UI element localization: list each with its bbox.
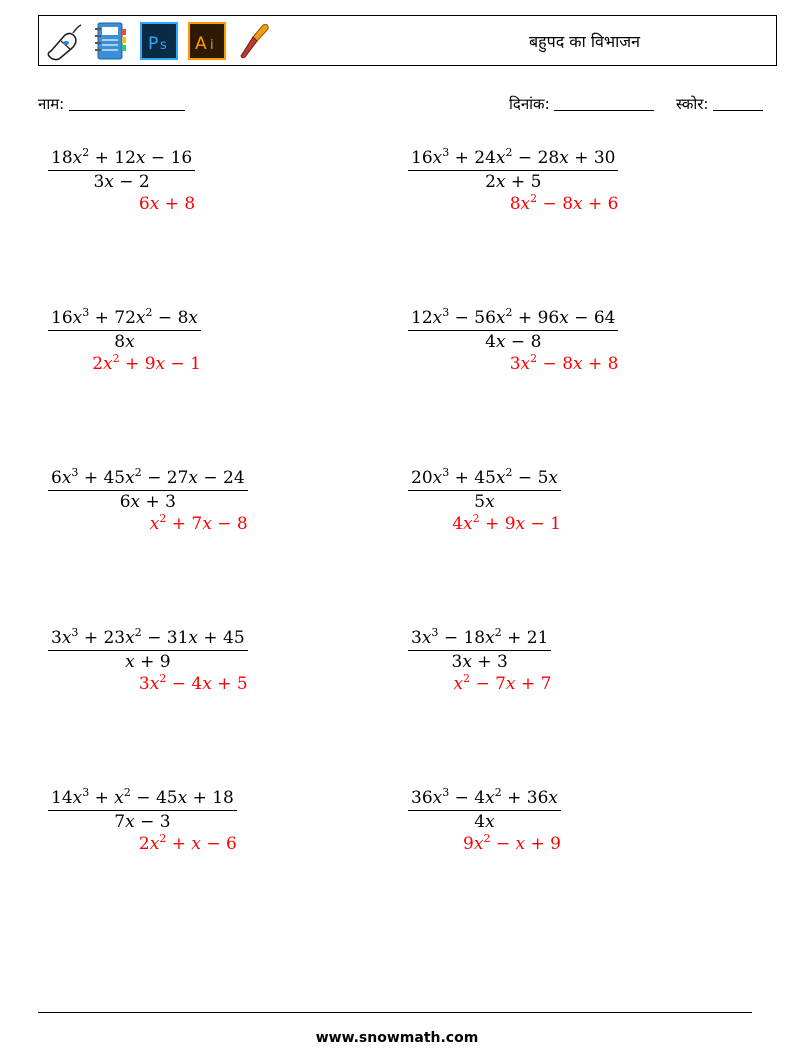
denominator: 8x <box>114 332 135 352</box>
score-field <box>676 94 763 114</box>
numerator: $3x^3 + 23x^2 - 31x + 45$ <box>48 628 248 651</box>
numerator: $3x^3 - 18x^2 + 21$ <box>408 628 551 651</box>
name-field <box>38 94 185 114</box>
answer: $9x^2 - x + 9$ <box>463 832 561 854</box>
answer: $x^2 + 7x - 8$ <box>149 512 248 534</box>
numerator: $12x^3 - 56x^2 + 96x - 64$ <box>408 308 618 331</box>
denominator: x + 9 <box>125 652 171 672</box>
denominator: 4x − 8 <box>485 332 542 352</box>
date-field <box>509 94 654 114</box>
numerator: $16x^3 + 24x^2 - 28x + 30$ <box>408 148 618 171</box>
svg-text:s: s <box>160 38 167 53</box>
problem <box>48 788 237 854</box>
denominator: 3x + 3 <box>451 652 508 672</box>
svg-text:A: A <box>195 34 207 54</box>
numerator: $36x^3 - 4x^2 + 36x$ <box>408 788 561 811</box>
answer: 6x + 8 <box>138 194 196 214</box>
name-blank <box>69 110 185 111</box>
problem <box>48 308 201 374</box>
denominator: 2x + 5 <box>485 172 542 192</box>
denominator: 5x <box>474 492 495 512</box>
problem <box>408 468 561 534</box>
answer: $3x^2 - 4x + 5$ <box>138 672 248 694</box>
photoshop-icon <box>139 21 179 61</box>
name-label: नाम: <box>38 95 65 113</box>
answer: $2x^2 + 9x - 1$ <box>92 352 201 374</box>
numerator: $16x^3 + 72x^2 - 8x$ <box>48 308 201 331</box>
answer: $2x^2 + x - 6$ <box>138 832 237 854</box>
problem <box>48 468 248 534</box>
icon-strip <box>43 20 275 62</box>
date-label: दिनांक: <box>509 95 550 113</box>
worksheet-header <box>38 15 777 66</box>
denominator: 7x − 3 <box>114 812 171 832</box>
illustrator-icon <box>187 21 227 61</box>
svg-text:P: P <box>148 34 159 54</box>
mouse-icon <box>43 21 83 61</box>
answer: $x^2 - 7x + 7$ <box>453 672 552 694</box>
denominator: 4x <box>474 812 495 832</box>
denominator: 6x + 3 <box>119 492 176 512</box>
date-blank <box>554 110 654 111</box>
answer: $4x^2 + 9x - 1$ <box>452 512 561 534</box>
numerator: $6x^3 + 45x^2 - 27x - 24$ <box>48 468 248 491</box>
score-label: स्कोर: <box>676 95 709 113</box>
notebook-icon <box>91 21 131 61</box>
problem <box>48 628 248 694</box>
problem <box>48 148 195 214</box>
score-blank <box>713 110 763 111</box>
numerator: $18x^2 + 12x - 16$ <box>48 148 195 171</box>
paintbrush-icon <box>235 21 275 61</box>
answer: $3x^2 - 8x + 8$ <box>509 352 619 374</box>
problem <box>408 788 561 854</box>
numerator: $20x^3 + 45x^2 - 5x$ <box>408 468 561 491</box>
footer-rule <box>38 1012 752 1013</box>
answer: $8x^2 - 8x + 6$ <box>509 192 619 214</box>
problem <box>408 308 618 374</box>
denominator: 3x − 2 <box>93 172 150 192</box>
numerator: $14x^3 + x^2 - 45x + 18$ <box>48 788 237 811</box>
worksheet-title: बहुपद का विभाजन <box>529 32 641 51</box>
problem <box>408 148 618 214</box>
problem <box>408 628 551 694</box>
svg-text:i: i <box>210 38 214 53</box>
footer-url[interactable]: www.snowmath.com <box>315 1030 479 1046</box>
